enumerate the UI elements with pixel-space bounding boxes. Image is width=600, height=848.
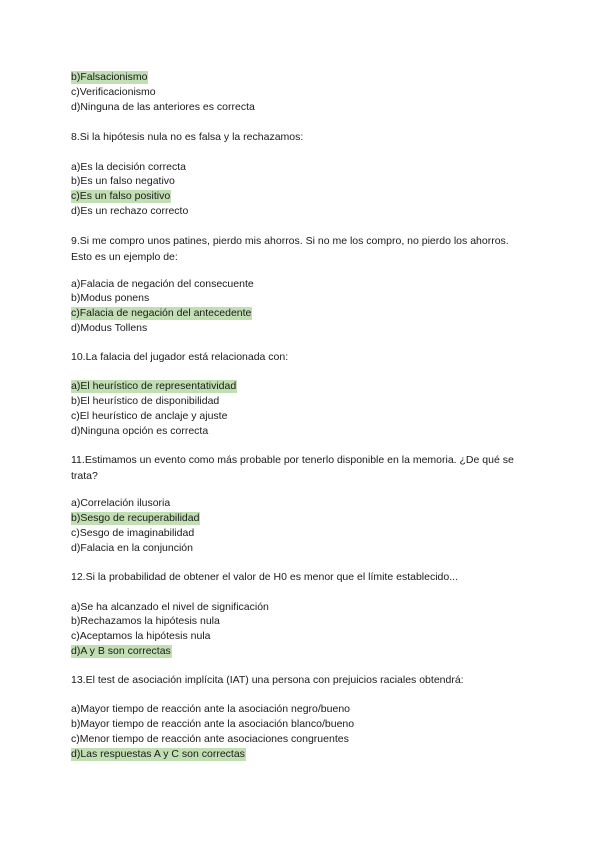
question-text: 12.Si la probabilidad de obtener el valor de H0 es menor que el límite establecido...	[71, 571, 458, 583]
option	[71, 307, 252, 320]
option: b)Modus ponens	[71, 292, 150, 304]
option: d)Ninguna opción es correcta	[71, 425, 209, 437]
question-text: 11.Estimamos un evento como más probable por tenerlo disponible en la memoria. ¿De qué se trata?	[71, 454, 514, 482]
option: a)Se ha alcanzado el nivel de significación	[71, 601, 269, 613]
option: b)El heurístico de disponibilidad	[71, 395, 220, 407]
option: b)Rechazamos la hipótesis nula	[71, 615, 220, 627]
correct-answer-highlight: d)A y B son correctas	[71, 645, 171, 657]
correct-answer-highlight: b)Falsacionismo	[71, 71, 148, 83]
question-text: 8.Si la hipótesis nula no es falsa y la rechazamos:	[71, 131, 304, 143]
option	[71, 748, 246, 761]
option	[71, 380, 237, 393]
correct-answer-highlight: c)Es un falso positivo	[71, 190, 171, 202]
correct-answer-highlight: a)El heurístico de representatividad	[71, 380, 237, 392]
question-text: 10.La falacia del jugador está relacionada con:	[71, 351, 289, 363]
question-text: 9.Si me compro unos patines, pierdo mis ahorros. Si no me los compro, no pierdo los ahorros. Esto es un ejemplo de:	[71, 235, 509, 263]
option	[71, 190, 171, 203]
option: a)Mayor tiempo de reacción ante la asociación negro/bueno	[71, 703, 351, 715]
option: d)Falacia en la conjunción	[71, 542, 193, 554]
option	[71, 71, 148, 84]
correct-answer-highlight: b)Sesgo de recuperabilidad	[71, 512, 200, 524]
option: c)Verificacionismo	[71, 86, 156, 98]
option	[71, 512, 200, 525]
option	[71, 645, 172, 658]
option: a)Es la decisión correcta	[71, 161, 186, 173]
option: d)Modus Tollens	[71, 322, 148, 334]
option: c)Menor tiempo de reacción ante asociaciones congruentes	[71, 733, 349, 745]
option: d)Ninguna de las anteriores es correcta	[71, 101, 255, 113]
option: c)Aceptamos la hipótesis nula	[71, 630, 211, 642]
question-text: 13.El test de asociación implícita (IAT) una persona con prejuicios raciales obtendrá:	[71, 674, 464, 686]
option: a)Correlación ilusoria	[71, 497, 171, 509]
option: b)Es un falso negativo	[71, 175, 175, 187]
correct-answer-highlight: c)Falacia de negación del antecedente	[71, 307, 252, 319]
option: c)Sesgo de imaginabilidad	[71, 527, 195, 539]
option: a)Falacia de negación del consecuente	[71, 278, 254, 290]
correct-answer-highlight: d)Las respuestas A y C son correctas	[71, 748, 245, 760]
option: d)Es un rechazo correcto	[71, 205, 189, 217]
option: b)Mayor tiempo de reacción ante la asociación blanco/bueno	[71, 718, 355, 730]
option: c)El heurístico de anclaje y ajuste	[71, 410, 228, 422]
